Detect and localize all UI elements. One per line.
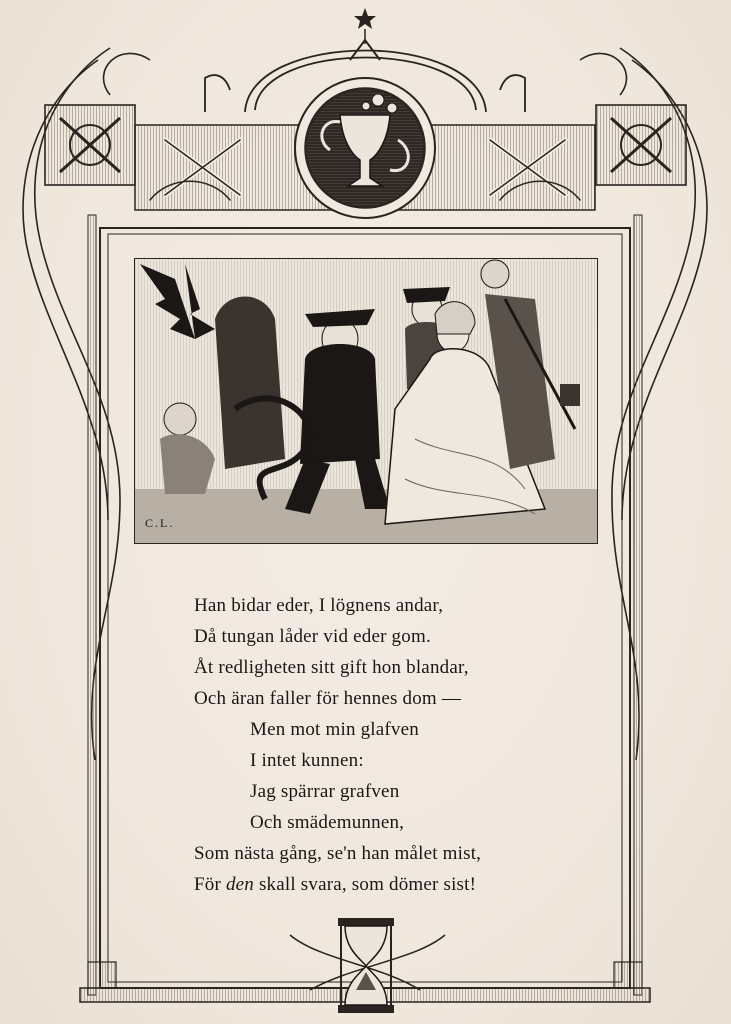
poem-line: Och äran faller för hennes dom — (194, 688, 462, 709)
poem-line: Jag spärrar grafven (250, 781, 400, 802)
poem-line: Åt redligheten sitt gift hon blandar, (194, 657, 469, 678)
poem-emphasis: den (225, 874, 254, 895)
poem-stanza (194, 590, 574, 900)
poem-line: Då tungan låder vid eder gom. (194, 626, 431, 647)
illustration-scene (135, 259, 597, 543)
poem-line: I intet kunnen: (250, 750, 364, 771)
engraved-illustration (134, 258, 598, 544)
poem-final-before: För (194, 874, 226, 895)
illustrator-signature: C.L. (145, 516, 175, 530)
poem-line: Och smädemunnen, (250, 812, 405, 833)
poem-line: Som nästa gång, se'n han målet mist, (194, 843, 482, 864)
poem-line: Men mot min glafven (250, 719, 419, 740)
poem-line-final (194, 869, 574, 900)
poem-final-after: skall svara, som dömer sist! (254, 874, 477, 895)
poem-line: Han bidar eder, I lögnens andar, (194, 595, 444, 616)
